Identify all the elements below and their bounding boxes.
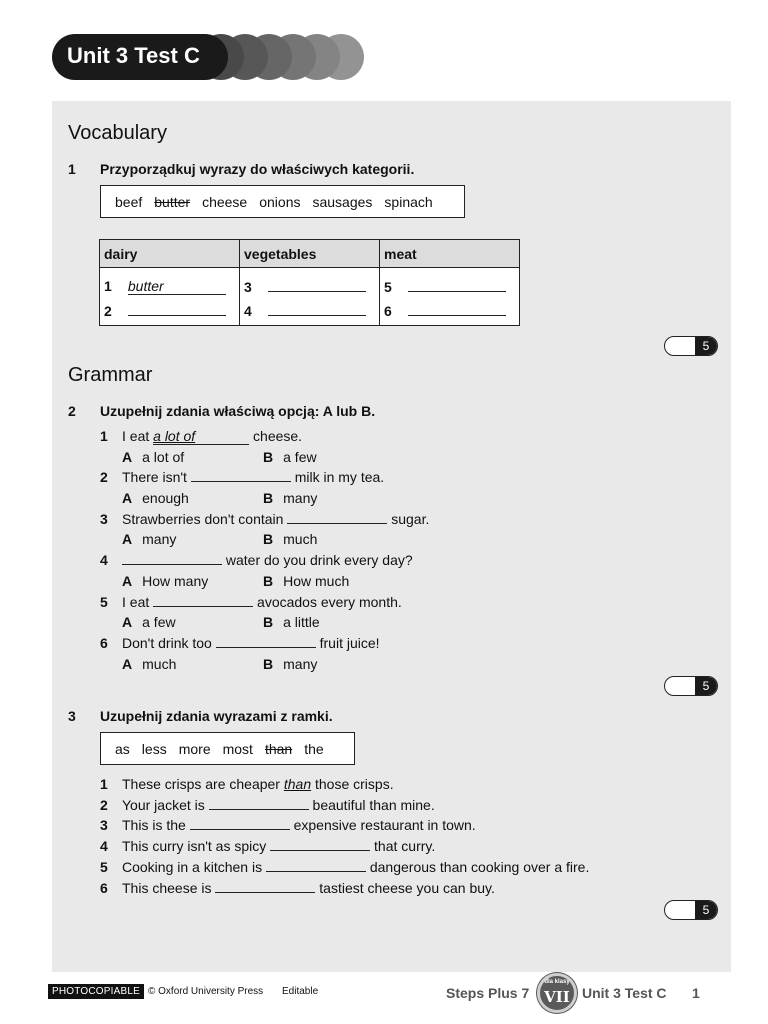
option-letter: A [122, 573, 133, 589]
word-box-word-crossed: than [264, 740, 293, 757]
question-text-before: There isn't [122, 469, 191, 485]
question-text-before: These crisps are cheaper [122, 776, 284, 792]
option-letter: A [122, 490, 133, 506]
word-box-word: onions [259, 193, 301, 210]
option-letter: B [263, 656, 274, 672]
question-number: 5 [100, 594, 108, 610]
answer-blank[interactable] [270, 850, 370, 851]
category-table [99, 239, 520, 326]
question-number: 4 [100, 838, 108, 854]
score-value: 5 [695, 337, 717, 355]
answer-blank[interactable]: butter [128, 278, 226, 295]
answer-blank[interactable] [268, 302, 366, 316]
option-letter: B [263, 490, 274, 506]
option-b[interactable] [263, 449, 317, 465]
grade-logo-icon [537, 973, 577, 1013]
question-text-after: water do you drink every day? [222, 552, 413, 568]
option-b[interactable] [263, 573, 349, 589]
option-a[interactable] [122, 656, 176, 672]
question-number: 2 [100, 469, 108, 485]
publisher-credit: © Oxford University Press [148, 986, 264, 997]
option-text: a few [142, 614, 176, 630]
item-number: 5 [384, 278, 392, 295]
question-text [122, 838, 435, 854]
answer-blank[interactable] [153, 606, 253, 607]
exercise-3-instruction: Uzupełnij zdania wyrazami z ramki. [100, 708, 333, 724]
footer-unit: Unit 3 Test C [582, 985, 667, 1001]
option-text: many [283, 490, 318, 506]
word-box-word: spinach [384, 193, 433, 210]
exercise-2-number: 2 [68, 403, 76, 419]
question-text-after: tastiest cheese you can buy. [315, 880, 495, 896]
question-text-before: I eat [122, 594, 154, 610]
answer-blank[interactable] [190, 829, 290, 830]
page-title: Unit 3 Test C [67, 43, 200, 68]
question-number: 1 [100, 776, 108, 792]
score-box-ex1 [664, 336, 718, 356]
option-b[interactable] [263, 614, 320, 630]
question-text-before: This curry isn't as spicy [122, 838, 271, 854]
word-box-word: more [178, 740, 211, 757]
vocabulary-title: Vocabulary [68, 122, 167, 144]
exercise-1-number: 1 [68, 161, 76, 177]
answer-blank[interactable]: a lot of [153, 428, 249, 445]
question-text-before: Don't drink too [122, 635, 216, 651]
table-header: meat [380, 240, 520, 268]
option-text: a few [283, 449, 317, 465]
word-box-word: sausages [312, 193, 373, 210]
editable-label: Editable [282, 986, 319, 997]
question-number: 4 [100, 552, 108, 568]
answer-blank[interactable]: than [283, 776, 312, 792]
item-number: 3 [244, 278, 252, 295]
answer-blank[interactable] [122, 564, 222, 565]
grammar-title: Grammar [68, 364, 153, 386]
question-text [122, 880, 495, 896]
question-text [122, 428, 302, 445]
question-text [122, 776, 394, 792]
option-letter: B [263, 449, 274, 465]
answer-blank[interactable] [268, 278, 366, 292]
question-text [122, 511, 429, 527]
question-text-after: that curry. [370, 838, 436, 854]
item-number: 6 [384, 303, 392, 320]
option-a[interactable] [122, 531, 176, 547]
question-text-after: sugar. [387, 511, 430, 527]
page-footer [0, 980, 768, 1010]
answer-blank[interactable] [216, 647, 316, 648]
word-box-word: cheese [202, 193, 248, 210]
header-banner [52, 34, 364, 80]
question-text-after: expensive restaurant in town. [289, 817, 476, 833]
word-box-word: as [115, 740, 130, 757]
option-letter: A [122, 656, 133, 672]
exercise-2-instruction: Uzupełnij zdania właściwą opcją: A lub B. [100, 403, 376, 419]
answer-blank[interactable] [191, 481, 291, 482]
question-text-before: This is the [122, 817, 190, 833]
question-text-before: I eat [122, 428, 154, 444]
word-box-word: most [222, 740, 253, 757]
question-text-before: Your jacket is [122, 797, 209, 813]
item-number: 4 [244, 303, 252, 320]
question-text-after: cheese. [249, 428, 303, 444]
question-text-after: dangerous than cooking over a fire. [365, 859, 590, 875]
answer-blank[interactable] [215, 892, 315, 893]
option-letter: A [122, 614, 133, 630]
photocopiable-label: PHOTOCOPIABLE [48, 984, 144, 999]
option-text: many [283, 656, 318, 672]
table-cell [380, 268, 520, 297]
option-a[interactable] [122, 573, 208, 589]
question-text [122, 817, 476, 833]
question-number: 6 [100, 880, 108, 896]
item-number: 1 [104, 277, 112, 294]
logo-caption: dla klasy [544, 979, 570, 985]
question-text-before: Strawberries don't contain [122, 511, 288, 527]
option-letter: B [263, 573, 274, 589]
table-cell [100, 268, 240, 297]
option-letter: B [263, 614, 274, 630]
option-text: a lot of [142, 449, 185, 465]
exercise-3-number: 3 [68, 708, 76, 724]
question-text-before: Cooking in a kitchen is [122, 859, 266, 875]
option-text: much [283, 531, 318, 547]
table-cell [240, 268, 380, 297]
question-number: 2 [100, 797, 108, 813]
answer-blank[interactable] [408, 302, 506, 316]
question-number: 6 [100, 635, 108, 651]
question-text [122, 552, 413, 568]
question-text [122, 594, 402, 610]
question-text [122, 797, 435, 813]
option-text: many [142, 531, 177, 547]
question-number: 1 [100, 428, 108, 444]
answer-blank[interactable] [408, 278, 506, 292]
score-box-ex3 [664, 900, 718, 920]
answer-blank[interactable] [287, 523, 387, 524]
question-number: 3 [100, 817, 108, 833]
option-text: How much [283, 573, 350, 589]
exercise-1-instruction: Przyporządkuj wyrazy do właściwych kategorii. [100, 161, 415, 177]
option-letter: B [263, 531, 274, 547]
question-text [122, 469, 384, 485]
series-name: Steps Plus 7 [446, 985, 530, 1001]
page-number: 1 [692, 985, 700, 1001]
word-box-word: the [304, 740, 324, 757]
question-text-after: those crisps. [311, 776, 394, 792]
option-b[interactable] [263, 531, 317, 547]
option-text: How many [142, 573, 209, 589]
question-number: 5 [100, 859, 108, 875]
question-text [122, 635, 380, 651]
option-text: a little [283, 614, 320, 630]
option-a[interactable] [122, 614, 176, 630]
score-value: 5 [695, 677, 717, 695]
option-a[interactable] [122, 449, 184, 465]
option-text: much [142, 656, 177, 672]
word-box-3 [100, 732, 355, 765]
answer-blank[interactable] [209, 809, 309, 810]
table-header: vegetables [240, 240, 380, 268]
option-b[interactable] [263, 490, 317, 506]
score-value: 5 [695, 901, 717, 919]
item-number: 2 [104, 303, 112, 320]
question-text-after: fruit juice! [315, 635, 380, 651]
option-a[interactable] [122, 490, 189, 506]
option-text: enough [142, 490, 189, 506]
question-text [122, 859, 589, 875]
question-number: 3 [100, 511, 108, 527]
question-text-after: beautiful than mine. [308, 797, 435, 813]
word-box-word: less [141, 740, 167, 757]
question-text-before: This cheese is [122, 880, 216, 896]
table-cell [100, 297, 240, 326]
word-box-1 [100, 185, 465, 218]
answer-blank[interactable] [266, 871, 366, 872]
option-letter: A [122, 449, 133, 465]
question-text-after: avocados every month. [253, 594, 402, 610]
table-cell [380, 297, 520, 326]
table-header: dairy [100, 240, 240, 268]
logo-numeral: VII [544, 988, 570, 1006]
question-text-after: milk in my tea. [290, 469, 385, 485]
option-letter: A [122, 531, 133, 547]
option-b[interactable] [263, 656, 317, 672]
score-box-ex2 [664, 676, 718, 696]
word-box-word: beef [115, 193, 143, 210]
answer-blank[interactable] [128, 302, 226, 316]
table-cell [240, 297, 380, 326]
word-box-word-crossed: butter [154, 193, 191, 210]
